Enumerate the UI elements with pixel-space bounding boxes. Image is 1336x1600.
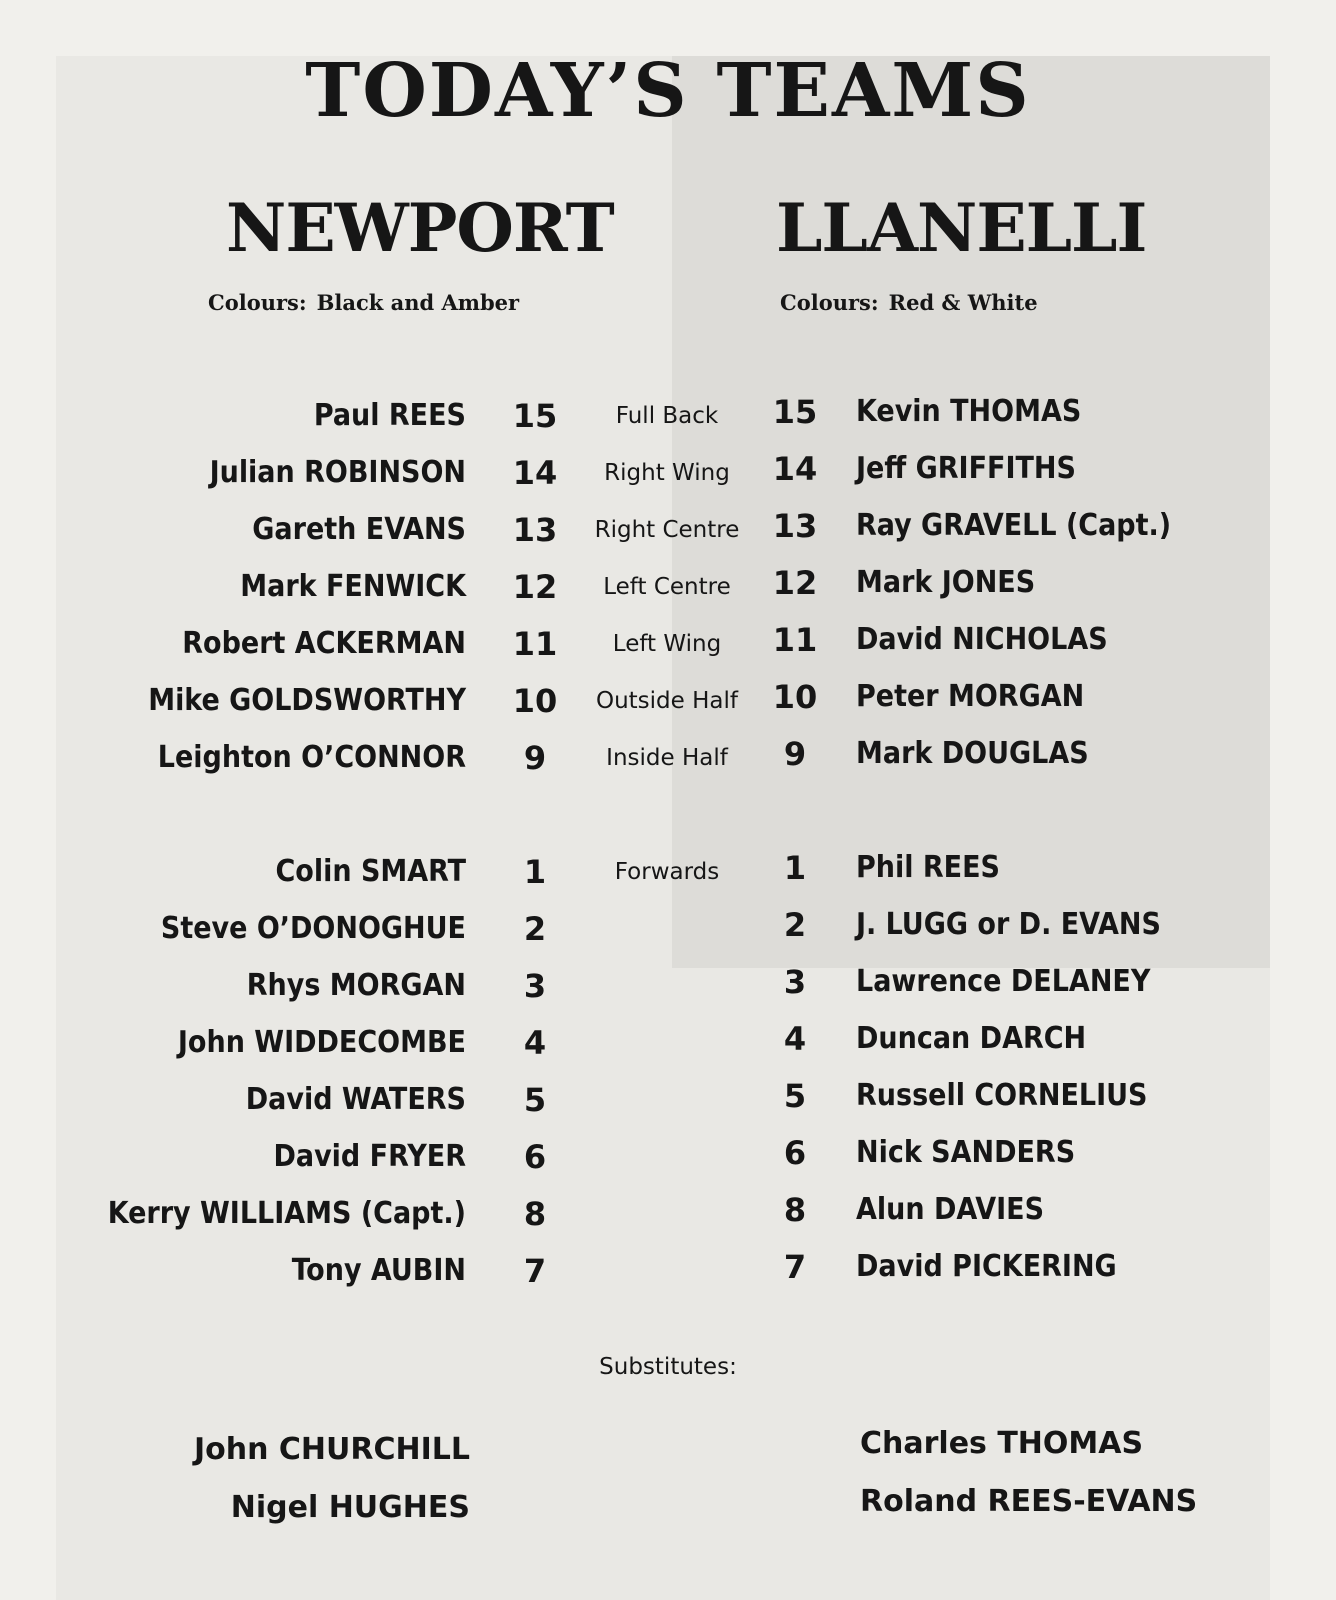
home-player-name: Tony AUBIN xyxy=(291,1253,466,1288)
lineup-row-backs-15 xyxy=(0,393,1336,436)
away-player-number: 7 xyxy=(783,1248,807,1286)
away-player-name: Alun DAVIES xyxy=(856,1192,1045,1227)
away-player-name: David NICHOLAS xyxy=(856,622,1108,657)
home-player-name: David WATERS xyxy=(245,1082,466,1117)
away-player-number: 15 xyxy=(772,393,818,431)
home-substitute: Nigel HUGHES xyxy=(230,1490,470,1525)
position-label: Left Centre xyxy=(603,574,731,600)
home-player-number: 13 xyxy=(512,511,558,549)
away-player-name: David PICKERING xyxy=(856,1249,1117,1284)
home-player-name: Kerry WILLIAMS (Capt.) xyxy=(107,1196,466,1231)
position-label: Right Wing xyxy=(604,460,730,486)
away-team-colours xyxy=(780,290,1038,315)
lineup-row-forwards-7 xyxy=(0,1248,1336,1291)
lineup-row-forwards-1 xyxy=(0,849,1336,892)
away-player-number: 5 xyxy=(783,1077,807,1115)
away-player-name: J. LUGG or D. EVANS xyxy=(856,907,1161,942)
away-player-number: 3 xyxy=(783,963,807,1001)
away-substitute: Charles THOMAS xyxy=(860,1426,1144,1461)
home-player-name: Paul REES xyxy=(313,398,466,433)
position-label: Outside Half xyxy=(595,688,738,714)
home-substitute: John CHURCHILL xyxy=(193,1432,470,1467)
home-player-number: 6 xyxy=(523,1138,547,1176)
position-label: Left Wing xyxy=(612,631,722,657)
home-player-name: Gareth EVANS xyxy=(252,512,466,547)
away-player-name: Peter MORGAN xyxy=(856,679,1085,714)
away-player-number: 6 xyxy=(783,1134,807,1172)
home-player-number: 15 xyxy=(512,397,558,435)
away-player-name: Jeff GRIFFITHS xyxy=(856,451,1076,486)
home-player-number: 11 xyxy=(512,625,558,663)
home-player-name: Leighton O’CONNOR xyxy=(157,740,466,775)
position-label: Full Back xyxy=(615,403,719,429)
home-player-name: Colin SMART xyxy=(275,854,466,889)
home-player-number: 12 xyxy=(512,568,558,606)
home-player-number: 14 xyxy=(512,454,558,492)
away-player-number: 8 xyxy=(783,1191,807,1229)
away-substitute: Roland REES-EVANS xyxy=(860,1484,1198,1519)
home-player-name: Mark FENWICK xyxy=(240,569,466,604)
away-player-name: Nick SANDERS xyxy=(856,1135,1076,1170)
lineup-row-forwards-4 xyxy=(0,1020,1336,1063)
away-player-number: 13 xyxy=(772,507,818,545)
away-colours-label: Colours: xyxy=(780,290,879,315)
home-player-number: 7 xyxy=(523,1252,547,1290)
lineup-row-backs-12 xyxy=(0,564,1336,607)
home-player-name: Steve O’DONOGHUE xyxy=(160,911,466,946)
lineup-row-backs-13 xyxy=(0,507,1336,550)
away-player-name: Mark DOUGLAS xyxy=(856,736,1089,771)
away-player-number: 11 xyxy=(772,621,818,659)
away-player-name: Kevin THOMAS xyxy=(856,394,1082,429)
away-player-name: Russell CORNELIUS xyxy=(856,1078,1148,1113)
lineup-row-backs-11 xyxy=(0,621,1336,664)
home-team-colours xyxy=(208,290,519,315)
position-label: Right Centre xyxy=(594,517,740,543)
lineup-row-forwards-2 xyxy=(0,906,1336,949)
position-label: Forwards xyxy=(614,859,720,885)
away-player-number: 10 xyxy=(772,678,818,716)
home-colours-label: Colours: xyxy=(208,290,307,315)
lineup-row-forwards-6 xyxy=(0,1134,1336,1177)
away-player-number: 1 xyxy=(783,849,807,887)
lineup-row-backs-14 xyxy=(0,450,1336,493)
lineup-row-forwards-8 xyxy=(0,1191,1336,1234)
home-team-name: NEWPORT xyxy=(226,189,614,267)
home-player-number: 2 xyxy=(523,910,547,948)
home-player-name: Rhys MORGAN xyxy=(246,968,466,1003)
home-colours-value: Black and Amber xyxy=(316,290,520,315)
away-colours-value: Red & White xyxy=(888,290,1038,315)
away-player-number: 14 xyxy=(772,450,818,488)
home-player-number: 4 xyxy=(523,1024,547,1062)
page-title: TODAY’S TEAMS xyxy=(305,48,1031,134)
home-player-name: David FRYER xyxy=(273,1139,466,1174)
away-player-number: 9 xyxy=(783,735,807,773)
lineup-row-backs-10 xyxy=(0,678,1336,721)
home-player-name: Mike GOLDSWORTHY xyxy=(148,683,466,718)
away-player-name: Mark JONES xyxy=(856,565,1036,600)
away-player-number: 12 xyxy=(772,564,818,602)
home-player-name: Robert ACKERMAN xyxy=(182,626,466,661)
away-player-number: 4 xyxy=(783,1020,807,1058)
away-player-number: 2 xyxy=(783,906,807,944)
home-player-number: 9 xyxy=(523,739,547,777)
away-player-name: Ray GRAVELL (Capt.) xyxy=(856,508,1172,543)
home-player-number: 10 xyxy=(512,682,558,720)
lineup-row-backs-9 xyxy=(0,735,1336,778)
away-player-name: Duncan DARCH xyxy=(856,1021,1087,1056)
home-player-number: 8 xyxy=(523,1195,547,1233)
home-player-number: 5 xyxy=(523,1081,547,1119)
position-label: Inside Half xyxy=(606,745,728,771)
home-player-name: Julian ROBINSON xyxy=(209,455,466,490)
substitutes-heading: Substitutes: xyxy=(599,1354,737,1380)
lineup-row-forwards-5 xyxy=(0,1077,1336,1120)
away-player-name: Lawrence DELANEY xyxy=(856,964,1151,999)
home-player-number: 1 xyxy=(523,853,547,891)
lineup-row-forwards-3 xyxy=(0,963,1336,1006)
home-player-name: John WIDDECOMBE xyxy=(177,1025,466,1060)
away-team-name: LLANELLI xyxy=(776,189,1147,267)
away-player-name: Phil REES xyxy=(856,850,1000,885)
home-player-number: 3 xyxy=(523,967,547,1005)
